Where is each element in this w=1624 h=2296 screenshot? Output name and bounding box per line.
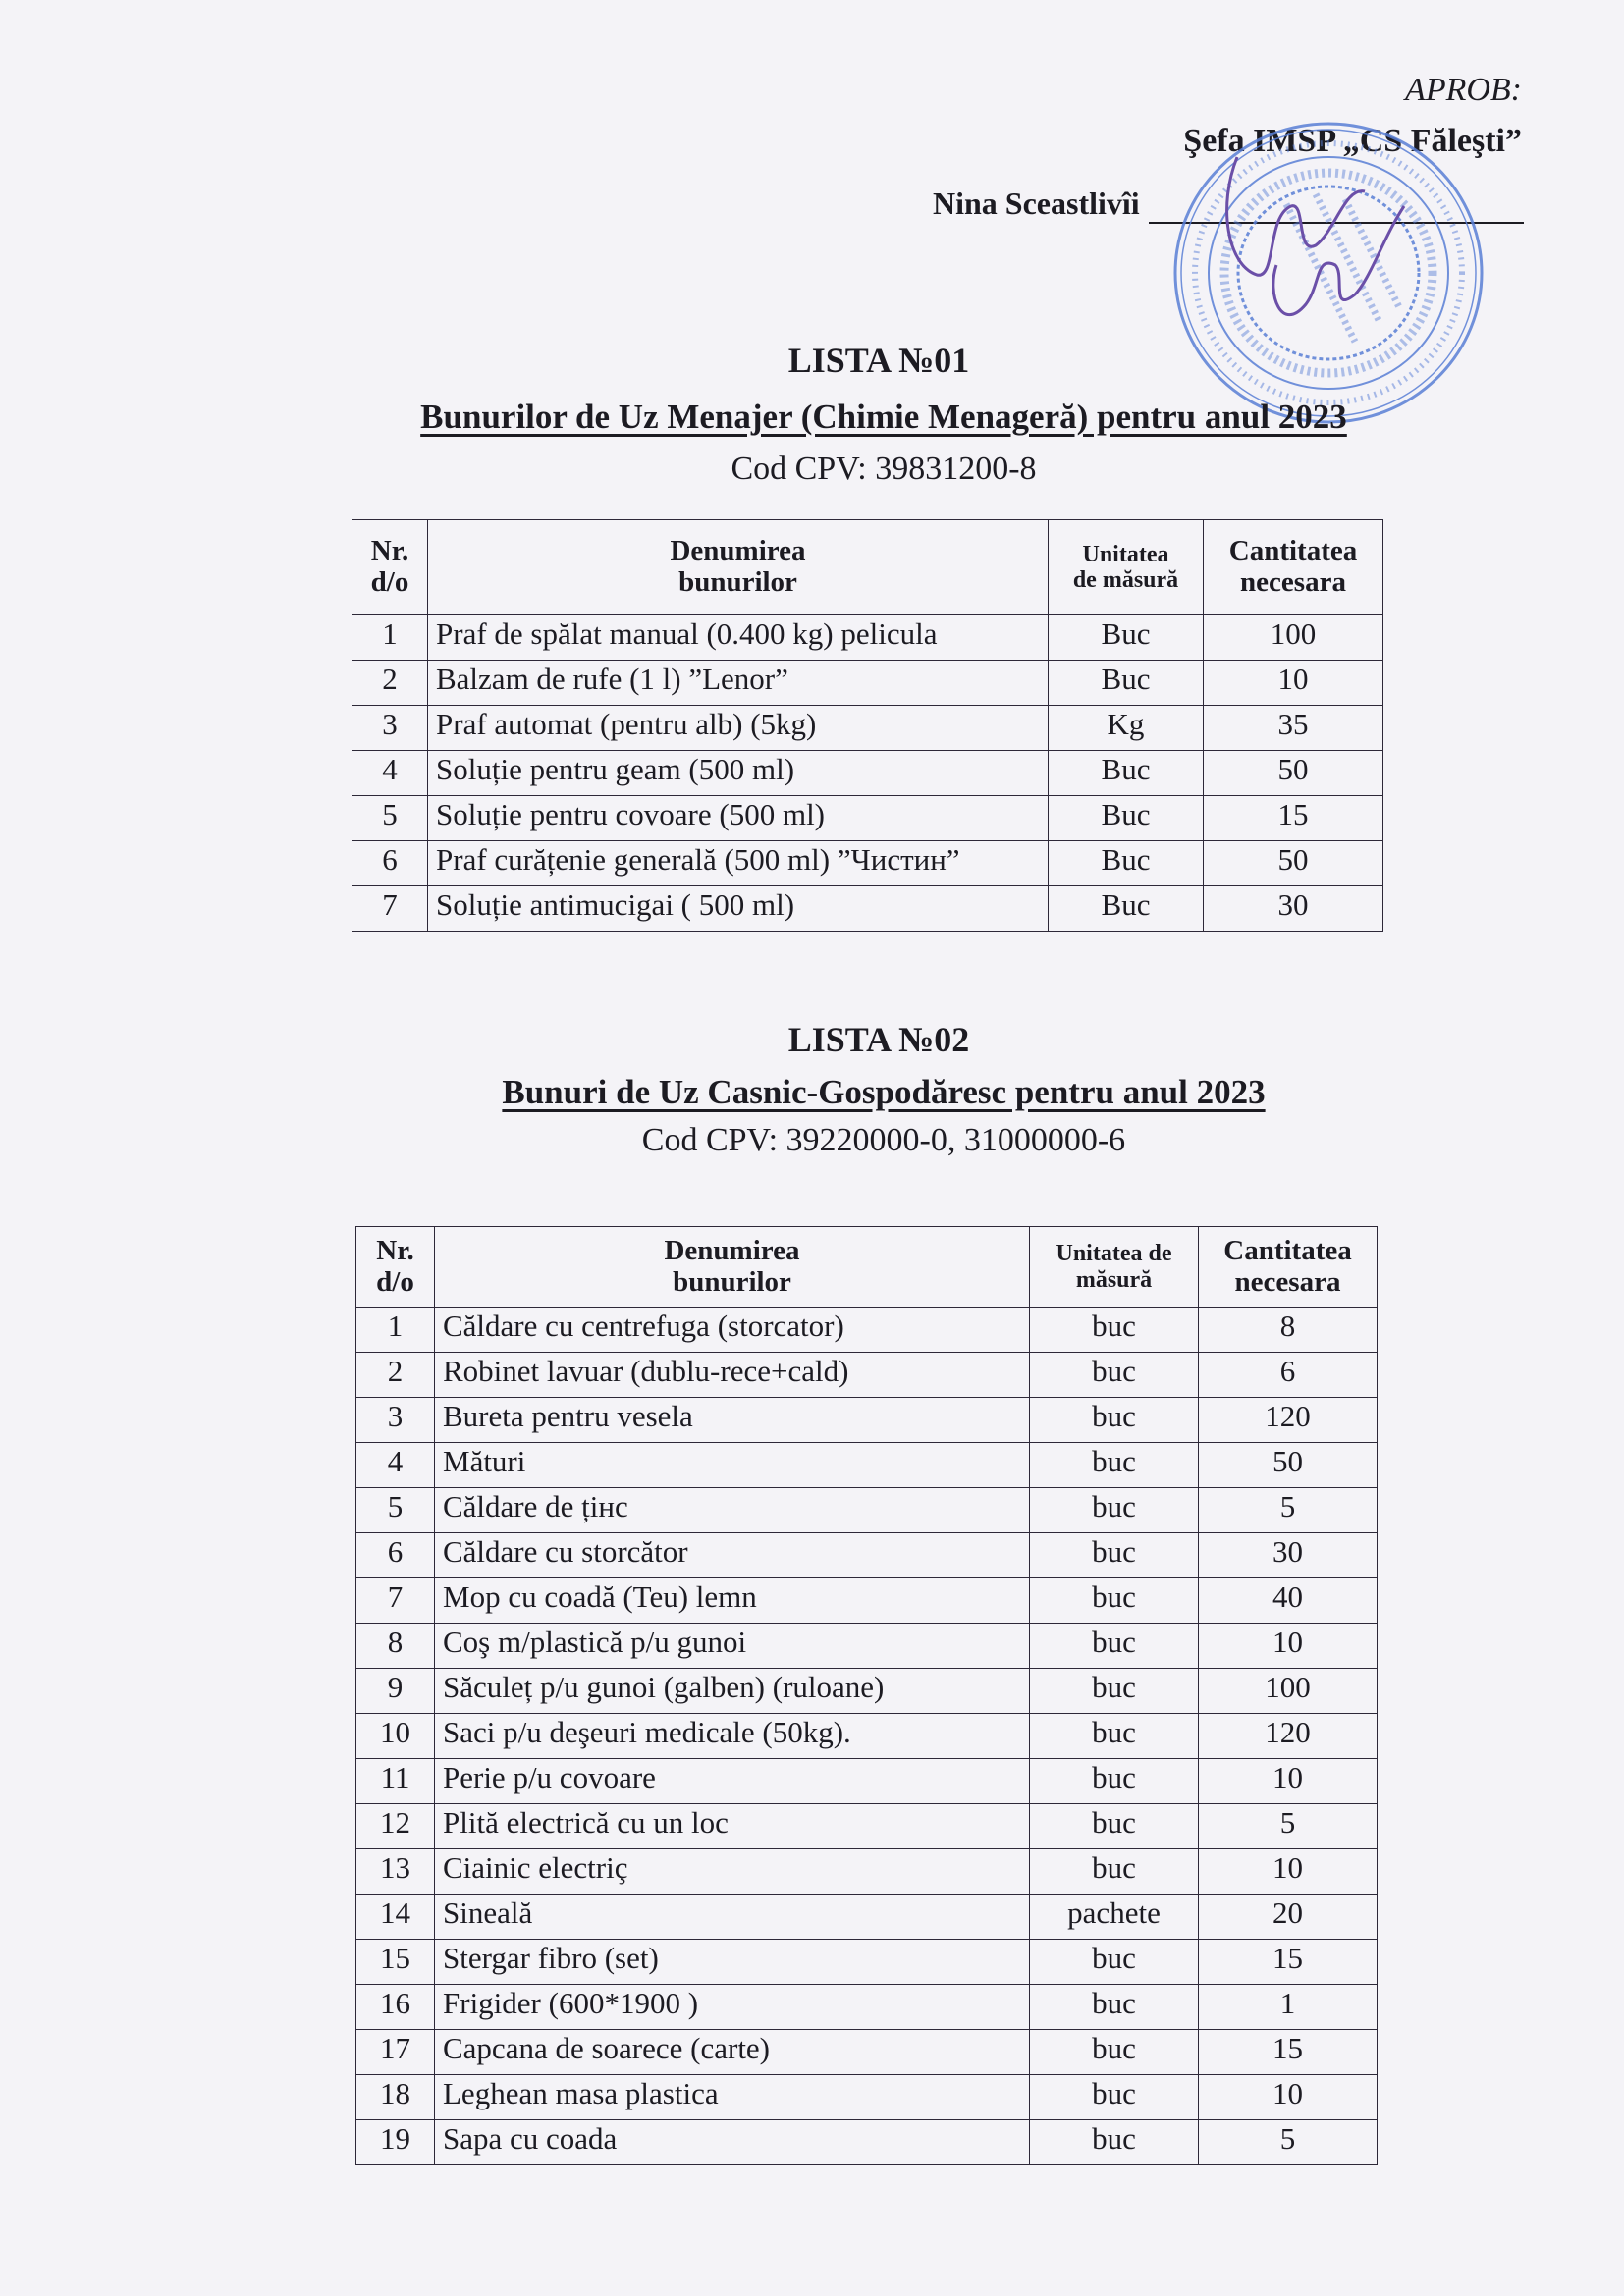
unit-of-measure: buc [1030, 1624, 1199, 1669]
header-unit: Unitatea de măsură [1049, 520, 1204, 615]
table-row [352, 841, 1383, 886]
row-number: 6 [352, 841, 428, 886]
item-name: Capcana de soarece (carte) [435, 2030, 1030, 2075]
row-number: 2 [356, 1353, 435, 1398]
table-row [352, 615, 1383, 661]
quantity: 5 [1199, 2120, 1378, 2165]
table-row [356, 1578, 1378, 1624]
row-number: 18 [356, 2075, 435, 2120]
row-number: 5 [356, 1488, 435, 1533]
approver-name: Nina Sceastlivîi [933, 186, 1140, 221]
item-name: Căldare cu centrefuga (storcator) [435, 1308, 1030, 1353]
row-number: 1 [352, 615, 428, 661]
quantity: 100 [1204, 615, 1383, 661]
list1-cpv-code: Cod CPV: 39831200-8 [731, 451, 1037, 487]
item-name: Praf automat (pentru alb) (5kg) [428, 706, 1049, 751]
quantity: 15 [1199, 2030, 1378, 2075]
table-row [356, 1353, 1378, 1398]
row-number: 13 [356, 1849, 435, 1895]
row-number: 3 [352, 706, 428, 751]
list2-table [355, 1226, 1378, 2165]
table-row [356, 1533, 1378, 1578]
table-header [352, 520, 1383, 615]
row-number: 8 [356, 1624, 435, 1669]
row-number: 4 [352, 751, 428, 796]
item-name: Robinet lavuar (dublu-rece+cald) [435, 1353, 1030, 1398]
quantity: 40 [1199, 1578, 1378, 1624]
quantity: 50 [1199, 1443, 1378, 1488]
row-number: 3 [356, 1398, 435, 1443]
header-nr: Nr. d/o [356, 1227, 435, 1308]
list1-table [352, 519, 1383, 932]
list1-subtitle [0, 397, 1624, 438]
header-qty: Cantitatea necesara [1199, 1227, 1378, 1308]
unit-of-measure: Kg [1049, 706, 1204, 751]
quantity: 5 [1199, 1488, 1378, 1533]
item-name: Saci p/u deşeuri medicale (50kg). [435, 1714, 1030, 1759]
row-number: 4 [356, 1443, 435, 1488]
unit-of-measure: buc [1030, 1353, 1199, 1398]
table-row [356, 1669, 1378, 1714]
quantity: 15 [1204, 796, 1383, 841]
table-row [356, 2120, 1378, 2165]
table-row [356, 1849, 1378, 1895]
item-name: Sapa cu coada [435, 2120, 1030, 2165]
row-number: 7 [356, 1578, 435, 1624]
quantity: 120 [1199, 1714, 1378, 1759]
table-row [352, 661, 1383, 706]
unit-of-measure: Buc [1049, 615, 1204, 661]
table-row [356, 1759, 1378, 1804]
row-number: 7 [352, 886, 428, 932]
unit-of-measure: buc [1030, 1940, 1199, 1985]
item-name: Soluție antimucigai ( 500 ml) [428, 886, 1049, 932]
unit-of-measure: buc [1030, 1488, 1199, 1533]
item-name: Praf curățenie generală (500 ml) ”Чистин” [428, 841, 1049, 886]
quantity: 120 [1199, 1398, 1378, 1443]
item-name: Soluție pentru covoare (500 ml) [428, 796, 1049, 841]
item-name: Bureta pentru vesela [435, 1398, 1030, 1443]
item-name: Mături [435, 1443, 1030, 1488]
list2-subtitle-text: Bunuri de Uz Casnic-Gospodăresc pentru anul 2023 [502, 1073, 1266, 1111]
unit-of-measure: buc [1030, 1714, 1199, 1759]
item-name: Căldare cu storcător [435, 1533, 1030, 1578]
unit-of-measure: buc [1030, 1985, 1199, 2030]
item-name: Frigider (600*1900 ) [435, 1985, 1030, 2030]
row-number: 6 [356, 1533, 435, 1578]
quantity: 50 [1204, 751, 1383, 796]
row-number: 2 [352, 661, 428, 706]
unit-of-measure: buc [1030, 1804, 1199, 1849]
quantity: 30 [1199, 1533, 1378, 1578]
row-number: 12 [356, 1804, 435, 1849]
unit-of-measure: buc [1030, 1849, 1199, 1895]
table-row [352, 706, 1383, 751]
unit-of-measure: buc [1030, 1398, 1199, 1443]
item-name: Plită electrică cu un loc [435, 1804, 1030, 1849]
list2-cpv-code: Cod CPV: 39220000-0, 31000000-6 [641, 1122, 1126, 1158]
list1-subtitle-text: Bunurilor de Uz Menajer (Chimie Menageră) pentru anul 2023 [420, 398, 1347, 436]
item-name: Sineală [435, 1895, 1030, 1940]
unit-of-measure: buc [1030, 1443, 1199, 1488]
table-header [356, 1227, 1378, 1308]
quantity: 30 [1204, 886, 1383, 932]
handwritten-signature [1198, 147, 1434, 344]
list2-subtitle [0, 1072, 1624, 1113]
quantity: 10 [1199, 1759, 1378, 1804]
list1-title: LISTA №01 [787, 341, 970, 380]
row-number: 1 [356, 1308, 435, 1353]
item-name: Ciainic electriç [435, 1849, 1030, 1895]
unit-of-measure: Buc [1049, 886, 1204, 932]
table-row [356, 1308, 1378, 1353]
item-name: Soluție pentru geam (500 ml) [428, 751, 1049, 796]
row-number: 19 [356, 2120, 435, 2165]
unit-of-measure: Buc [1049, 661, 1204, 706]
item-name: Leghean masa plastica [435, 2075, 1030, 2120]
table-row [352, 886, 1383, 932]
item-name: Perie p/u covoare [435, 1759, 1030, 1804]
row-number: 15 [356, 1940, 435, 1985]
header-nr: Nr. d/o [352, 520, 428, 615]
item-name: Coş m/plastică p/u gunoi [435, 1624, 1030, 1669]
row-number: 10 [356, 1714, 435, 1759]
unit-of-measure: Buc [1049, 751, 1204, 796]
quantity: 50 [1204, 841, 1383, 886]
table-row [356, 1940, 1378, 1985]
quantity: 35 [1204, 706, 1383, 751]
approval-label: APROB: [1405, 72, 1522, 108]
unit-of-measure: buc [1030, 1669, 1199, 1714]
table-row [356, 2030, 1378, 2075]
unit-of-measure: buc [1030, 1533, 1199, 1578]
table-row [356, 1895, 1378, 1940]
header-name: Denumirea bunurilor [435, 1227, 1030, 1308]
table-row [356, 1714, 1378, 1759]
quantity: 100 [1199, 1669, 1378, 1714]
unit-of-measure: buc [1030, 1759, 1199, 1804]
table-row [352, 796, 1383, 841]
row-number: 9 [356, 1669, 435, 1714]
item-name: Săculeț p/u gunoi (galben) (ruloane) [435, 1669, 1030, 1714]
item-name: Balzam de rufe (1 l) ”Lenor” [428, 661, 1049, 706]
table-row [356, 1985, 1378, 2030]
unit-of-measure: pachete [1030, 1895, 1199, 1940]
quantity: 1 [1199, 1985, 1378, 2030]
item-name: Mop cu coadă (Teu) lemn [435, 1578, 1030, 1624]
quantity: 10 [1199, 1849, 1378, 1895]
table-row [356, 1624, 1378, 1669]
table-row [356, 1488, 1378, 1533]
unit-of-measure: Buc [1049, 796, 1204, 841]
row-number: 5 [352, 796, 428, 841]
quantity: 5 [1199, 1804, 1378, 1849]
row-number: 16 [356, 1985, 435, 2030]
table-row [356, 2075, 1378, 2120]
quantity: 6 [1199, 1353, 1378, 1398]
row-number: 11 [356, 1759, 435, 1804]
table-row [352, 751, 1383, 796]
row-number: 17 [356, 2030, 435, 2075]
unit-of-measure: buc [1030, 2120, 1199, 2165]
quantity: 10 [1199, 1624, 1378, 1669]
unit-of-measure: buc [1030, 1308, 1199, 1353]
unit-of-measure: Buc [1049, 841, 1204, 886]
unit-of-measure: buc [1030, 2030, 1199, 2075]
item-name: Stergar fibro (set) [435, 1940, 1030, 1985]
quantity: 20 [1199, 1895, 1378, 1940]
item-name: Căldare de țінc [435, 1488, 1030, 1533]
approver-position: Şefa IMSP „CS Făleşti” [1183, 123, 1522, 159]
header-qty: Cantitatea necesara [1204, 520, 1383, 615]
table-row [356, 1398, 1378, 1443]
quantity: 8 [1199, 1308, 1378, 1353]
table-row [356, 1804, 1378, 1849]
header-unit: Unitatea de măsură [1030, 1227, 1199, 1308]
header-name: Denumirea bunurilor [428, 520, 1049, 615]
row-number: 14 [356, 1895, 435, 1940]
unit-of-measure: buc [1030, 1578, 1199, 1624]
quantity: 10 [1199, 2075, 1378, 2120]
item-name: Praf de spălat manual (0.400 kg) pelicula [428, 615, 1049, 661]
table-row [356, 1443, 1378, 1488]
unit-of-measure: buc [1030, 2075, 1199, 2120]
list2-title: LISTA №02 [787, 1020, 970, 1059]
quantity: 10 [1204, 661, 1383, 706]
quantity: 15 [1199, 1940, 1378, 1985]
